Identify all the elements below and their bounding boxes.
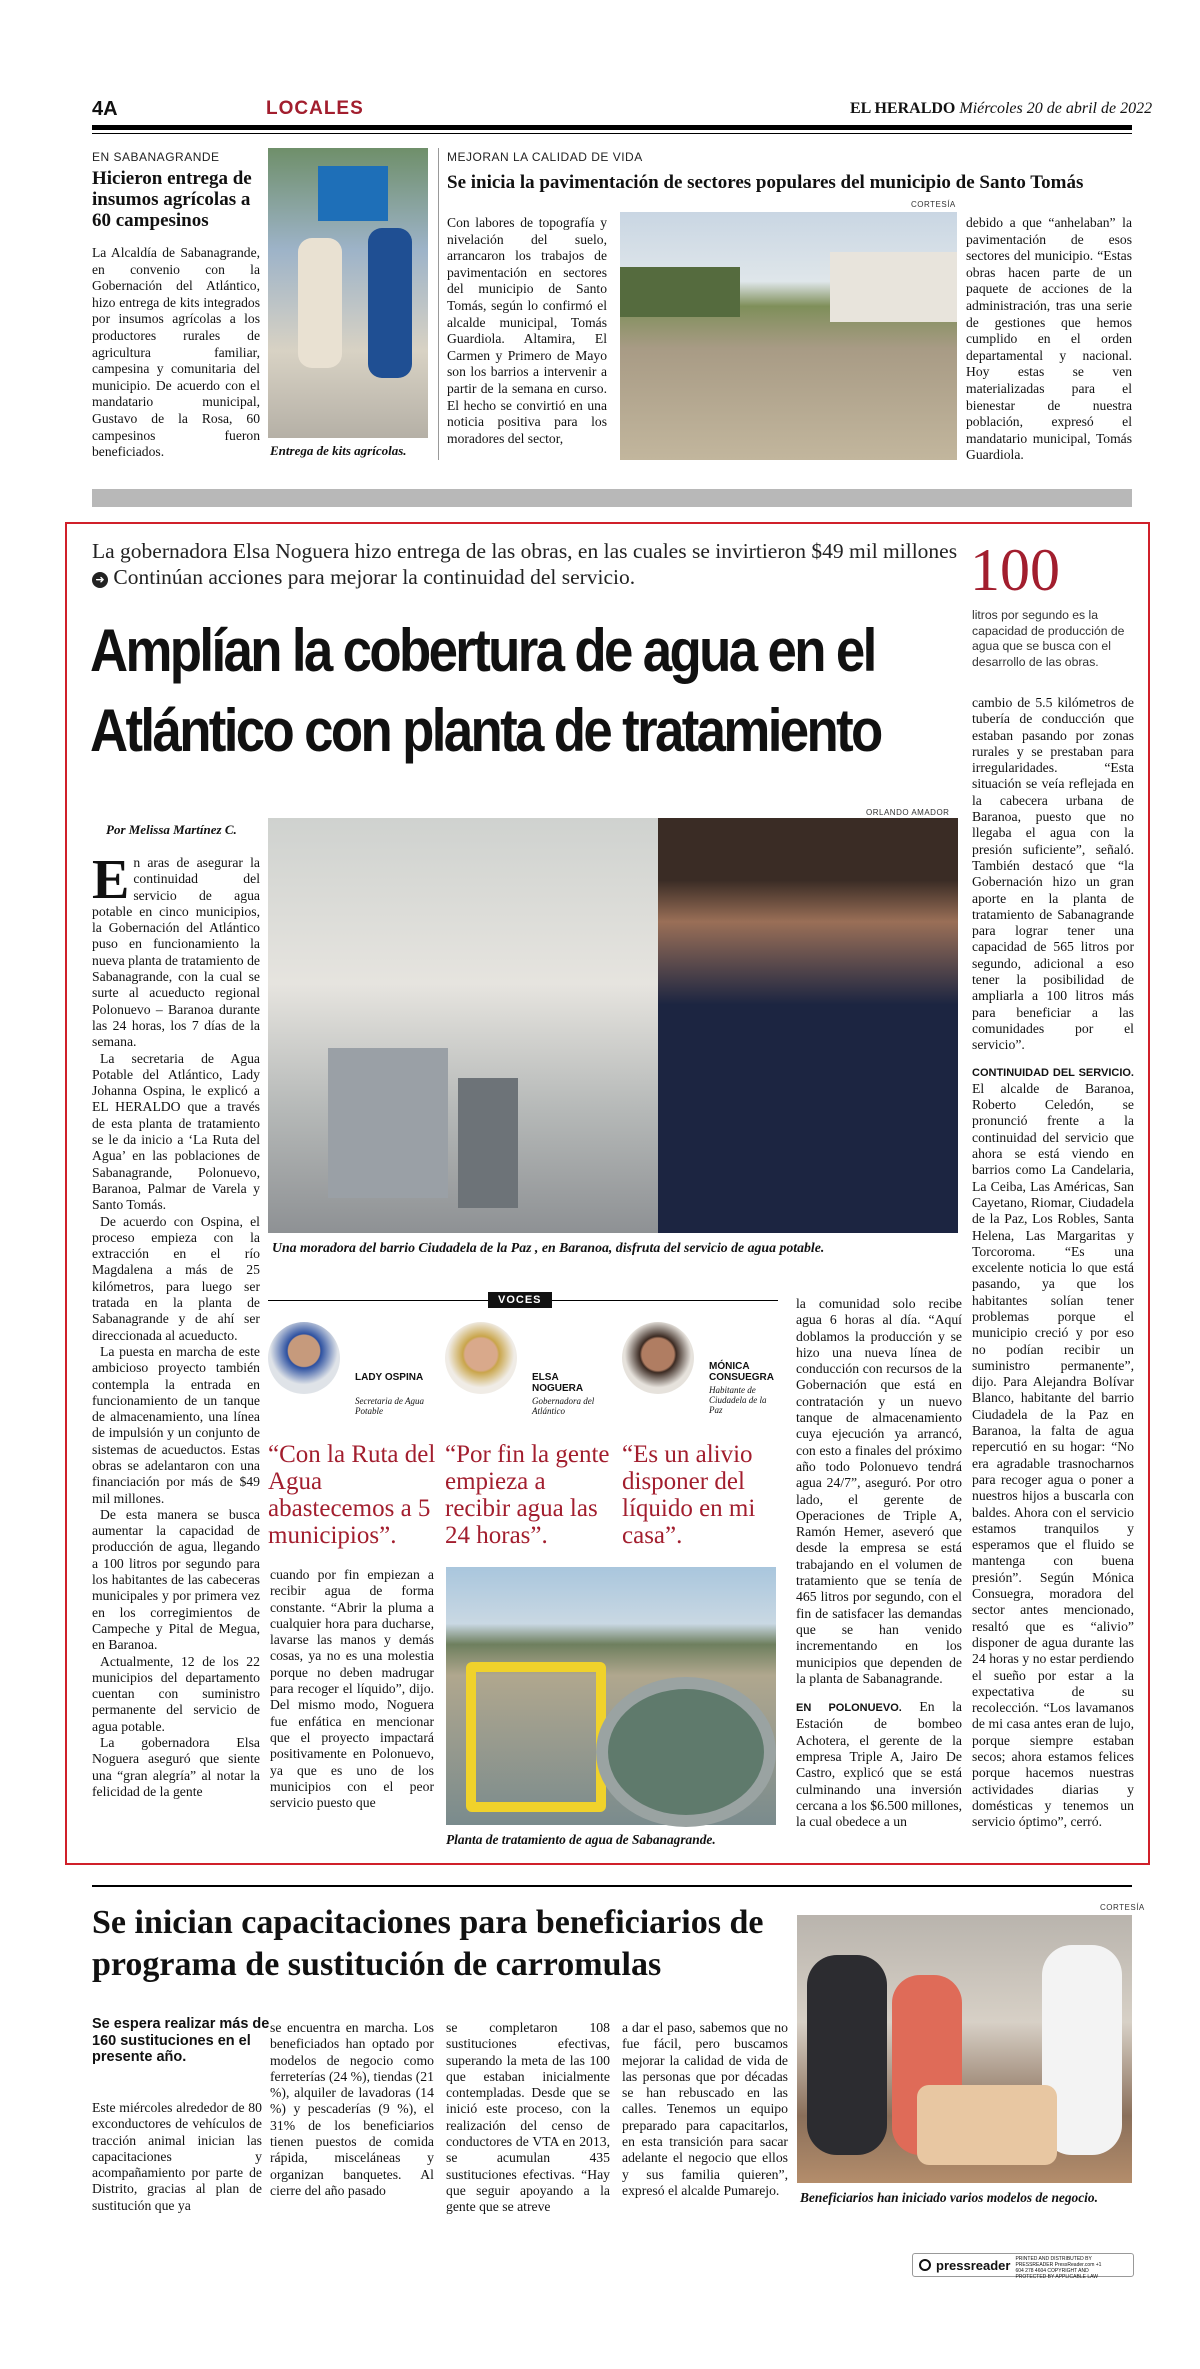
col1-p4: La puesta en marcha de este ambicioso proyecto también contempla la entrada en funcionamiento de un tanque de almacenamiento, una línea de impulsión y un conjunto de sistemas de acueductos. Estas obras se adelantaron con una financiación por más de $49 mil millones. <box>92 1343 260 1506</box>
brief1-caption: Entrega de kits agrícolas. <box>270 443 407 458</box>
brief2-headline: Se inicia la pavimentación de sectores populares del municipio de Santo Tomás <box>447 172 1084 193</box>
headline-line-1: Amplían la cobertura de agua en el <box>90 617 875 684</box>
col3-text: la comunidad solo recibe agua 6 horas al día. “Aquí doblamos la producción y se hizo una nueva línea de conducción con recursos de la Gobernación que está en contratación y un nuevo tanque de almacenamiento cuya ejecución ya arrancó, con esto a finales del próximo año todo Polonuevo tendrá agua 24/7”, aseguró. Por otro lado, el gerente de Operaciones de Triple A, Ramón Hemer, aseveró que desde la empresa se está trabajando en el volumen de tratamiento que se tenía de 465 litros por segundo, con el fin de satisfacer las demandas que se han venido incrementando en los municipios que dependen de la planta de Sabanagrande. <box>796 1296 962 1686</box>
voz3-name: MÓNICA CONSUEGRA <box>709 1361 775 1383</box>
bottom-headline: Se inician capacitaciones para beneficiarios de programa de sustitución de carromulas <box>92 1904 764 1983</box>
col1-p3: De acuerdo con Ospina, el proceso empieza con la extracción en el río Magdalena a más de 25 kilómetros, para luego ser tratada en la planta de Sabanagrande y de ahí ser direccionada al acueducto. <box>92 1213 260 1343</box>
voz1-name: LADY OSPINA <box>355 1372 424 1383</box>
masthead-rule <box>92 125 1132 130</box>
voz2-quote: “Por fin la gente empieza a recibir agua las 24 horas”. <box>445 1441 610 1549</box>
brief2-credit: CORTESÍA <box>911 200 956 209</box>
voz3-role: Habitante de Ciudadela de la Paz <box>709 1385 767 1415</box>
main-deck <box>92 538 962 590</box>
bottom-credit: CORTESÍA <box>1100 1903 1145 1912</box>
brief1-body: La Alcaldía de Sabanagrande, en convenio con la Gobernación del Atlántico, hizo entrega de kits integrados por insumos agrícolas a los productores rurales de agricultura familiar, campesina y comunitaria del municipio. De acuerdo con el mandatario municipal, Gustavo de la Rosa, 60 campesinos fueron beneficiados. <box>92 245 260 460</box>
paper-name: EL HERALDO <box>850 100 956 117</box>
col1-p2: La secretaria de Agua Potable del Atlántico, Lady Johanna Ospina, le explicó a EL HERALDO que a través de esta planta de tratamiento se le da inicio a ‘La Ruta del Agua’ en las poblaciones de Sabanagrande, Polonuevo, Baranoa, Palmar de Varela y Santo Tomás. <box>92 1050 260 1213</box>
bottom-col4: a dar el paso, sabemos que no fue fácil, pero buscamos mejorar la calidad de vida de las personas que por décadas se han rebuscado en las calles. Tenemos un equipo preparado para capacitarlos, en esta transición para sacar adelante el negocio que ellos y sus familia quieren”, expresó el alcalde Pumarejo. <box>622 2020 788 2198</box>
col1-p6: Actualmente, 12 de los 22 municipios del departamento cuentan con suministro permanente del servicio de agua potable. <box>92 1653 260 1734</box>
voz3-quote: “Es un alivio disponer del líquido en mi casa”. <box>622 1441 756 1549</box>
col3-subsection <box>796 1699 962 1830</box>
byline: Por Melissa Martínez C. <box>106 822 237 837</box>
main-col3 <box>796 1296 962 1831</box>
voz1-quote: “Con la Ruta del Agua abastecemos a 5 municipios”. <box>268 1441 436 1549</box>
agricultural-kits-photo <box>268 148 428 438</box>
col3-subtext: En la Estación de bombeo Achotera, el gerente de la empresa Triple A, Jairo De Castro, explicó que se está culminando una inversión cercana a los $6.500 millones, la cual obedece a un <box>796 1699 962 1830</box>
headline-line-2: Atlántico con planta de tratamiento <box>90 697 881 764</box>
main-col1 <box>92 849 260 1800</box>
brief2-kicker: MEJORAN LA CALIDAD DE VIDA <box>447 150 643 164</box>
brief1-headline: Hicieron entrega de insumos agrícolas a 60 campesinos <box>92 168 252 231</box>
arrow-icon: ➜ <box>92 572 108 588</box>
voces-label: VOCES <box>488 1292 552 1308</box>
pressreader-logo-icon <box>919 2259 931 2271</box>
section-separator <box>92 489 1132 507</box>
factoid-text: litros por segundo es la capacidad de producción de agua que se busca con el desarrollo de las obras. <box>972 608 1125 669</box>
deck-text: La gobernadora Elsa Noguera hizo entrega de las obras, en las cuales se invirtieron $49 mil millones <box>92 539 958 563</box>
woman-at-sink-photo <box>268 818 958 1233</box>
main-col4 <box>972 695 1134 1830</box>
pressreader-fine-print: PRINTED AND DISTRIBUTED BY PRESSREADER PressReader.com +1 604 278 4604 COPYRIGHT AND PROTECTED BY APPLICABLE LAW <box>1015 2256 1102 2280</box>
main-photo-credit: ORLANDO AMADOR <box>866 808 950 817</box>
main-headline <box>90 611 881 771</box>
monica-consuegra-avatar <box>622 1322 694 1394</box>
drop-cap: E <box>92 849 130 911</box>
section-label: LOCALES <box>266 98 364 119</box>
treatment-plant-photo <box>446 1567 776 1825</box>
issue-date: Miércoles 20 de abril de 2022 <box>959 100 1153 117</box>
pressreader-brand: pressreader <box>936 2257 1011 2273</box>
col3-subhead: EN POLONUEVO. <box>796 1702 902 1715</box>
main-photo-caption: Una moradora del barrio Ciudadela de la Paz , en Baranoa, disfruta del servicio de agua potable. <box>272 1240 825 1255</box>
masthead-rule-thin <box>92 133 1132 134</box>
brief-divider <box>438 148 439 460</box>
col4-subsection <box>972 1064 1134 1831</box>
col1-lead: n aras de asegurar la continuidad del servicio de agua potable en cinco municipios, la Gobernación del Atlántico puso en funcionamiento la nueva planta de tratamiento de Sabanagrande, con la cual se surte al acueducto regional Polonuevo – Baranoa durante las 24 horas, los 7 días de la semana. <box>92 855 260 1050</box>
brief2-col2: debido a que “anhelaban” la pavimentación de esos sectores del municipio. “Estas obras hacen parte de un paquete de acciones de la administración, tras una serie de gestiones que hemos cumplido en el orden departamental y nacional. Hoy estas se ven materializadas para el bienestar de nuestra población, expresó el mandatario municipal, Tomás Guardiola. <box>966 215 1132 463</box>
bottom-col3: se completaron 108 sustituciones efectivas, superando la meta de las 100 que estaban inicialmente contempladas. Desde que se inició este proceso, con la realización del censo de conductores de VTA en 2013, se acumulan 435 sustituciones efectivas. “Hay que seguir apoyando a la gente que se atreve <box>446 2020 610 2215</box>
brief2-col1: Con labores de topografía y nivelación del suelo, arrancaron los trabajos de pavimentación en sectores del municipio de Santo Tomás, según lo confirmó el alcalde municipal, Tomás Guardiola. Altamira, El Carmen y Primero de Mayo son los barrios a intervenir a partir de la semana en curso. El hecho se convirtió en una noticia positiva para los moradores del sector, <box>447 215 607 446</box>
voz2-name: ELSA NOGUERA <box>532 1372 584 1394</box>
col1-p5: De esta manera se busca aumentar la capacidad de producción de agua, llegando a 100 litros por segundo para los habitantes de las cabeceras municipales y por primera vez en los corregimientos de Campeche y Pital de Megua, en Baranoa. <box>92 1506 260 1653</box>
paper-dateline <box>850 100 1152 118</box>
bottom-col2: se encuentra en marcha. Los beneficiados han optado por modelos de negocio como ferreterías (24 %), tiendas (21 %), alquiler de lavadoras (14 %) y pescaderías (9 %), el 31% de los beneficiarios tienen puestos de comida rápida, misceláneas y organizan banquetes. Al cierre del año pasado <box>270 2020 434 2198</box>
beneficiaries-photo <box>797 1915 1132 2183</box>
plant-photo-caption: Planta de tratamiento de agua de Sabanagrande. <box>446 1832 716 1847</box>
deck-text-2: Continúan acciones para mejorar la continuidad del servicio. <box>113 565 636 589</box>
elsa-noguera-avatar <box>445 1322 517 1394</box>
street-paving-photo <box>620 212 957 460</box>
brief1-kicker: EN SABANAGRANDE <box>92 150 220 164</box>
page-number: 4A <box>92 98 118 120</box>
col4-subhead: CONTINUIDAD DEL SERVICIO. <box>972 1066 1134 1079</box>
lady-ospina-avatar <box>268 1322 340 1394</box>
voz1-role: Secretaria de Agua Potable <box>355 1396 424 1416</box>
bottom-col1: Este miércoles alrededor de 80 exconductores de vehículos de tracción animal inician las capacitaciones y acompañamiento por parte de Distrito, gracias al plan de sustitución que ya <box>92 2100 262 2213</box>
voz2-role: Gobernadora del Atlántico <box>532 1396 595 1416</box>
col4-text: cambio de 5.5 kilómetros de tubería de conducción que estaban pasando por zonas rurales y se prestaban para irregularidades. “Esta situación se veía reflejada en la cabecera urbana de Baranoa, puesto que no llegaba el agua con la presión suficiente”, señaló. También destacó que “la Gobernación hizo un gran aporte en la planta de tratamiento de Sabanagrande para lograr tener una capacidad de 565 litros por segundo, adicional a eso tener la posibilidad de ampliarla a 100 litros más para beneficiar a las comunidades por el servicio”. <box>972 695 1134 1053</box>
factoid-number: 100 <box>970 537 1060 603</box>
bottom-story-rule <box>92 1885 1132 1887</box>
bottom-caption: Beneficiarios han iniciado varios modelos de negocio. <box>800 2190 1098 2205</box>
col1-p7: La gobernadora Elsa Noguera aseguró que siente una “gran alegría” al notar la felicidad de la gente <box>92 1735 260 1799</box>
col4-subtext: El alcalde de Baranoa, Roberto Celedón, se pronunció frente a la continuidad del servicio que ahora se está viendo en barrios como La Candelaria, La Ceiba, Las Américas, San Cayetano, Riomar, Ciudadela de la Paz, Los Robles, Santa Helena, Las Margaritas y Torcoroma. “Es una excelente noticia lo que está pasando, ya que los habitantes solían tener problemas porque el municipio creció y por eso no podían recibir un suministro permanente”, dijo. Para Alejandra Bolívar Blanco, habitante del barrio Ciudadela de la Paz en Baranoa, la falta de agua repercutió en su hogar: “No era agradable trasnocharnos para recoger agua o poner a nuestros hijos a buscarla con baldes. Ahora con el servicio estamos tranquilos y esperamos que el fluido se mantenga con buena presión”. Según Mónica Consuegra, moradora del sector antes mencionado, resaltó que es “alivio” disponer de agua durante las 24 horas y no estar perdiendo el sueño por estar a la expectativa de su recolección. “Los lavamanos de mi casa antes eran de lujo, porque siempre estaban secos; ahora estamos felices porque hacemos nuestras actividades diarias y domésticas y tenemos un servicio óptimo”, cerró. <box>972 1080 1134 1830</box>
main-col2: cuando por fin empiezan a recibir agua de forma constante. “Abrir la pluma a cualquier hora para ducharse, lavarse las manos y demás cosas, ya no es una molestia porque no deben madrugar para recoger el líquido”, dijo. Del mismo modo, Noguera fue enfática en mencionar que el proyecto impactará positivamente en Polonuevo, ya que es uno de los municipios con el peor servicio puesto que <box>270 1567 434 1811</box>
bottom-subhead: Se espera realizar más de 160 sustituciones en el presente año. <box>92 2016 270 2065</box>
pressreader-badge <box>912 2253 1134 2280</box>
